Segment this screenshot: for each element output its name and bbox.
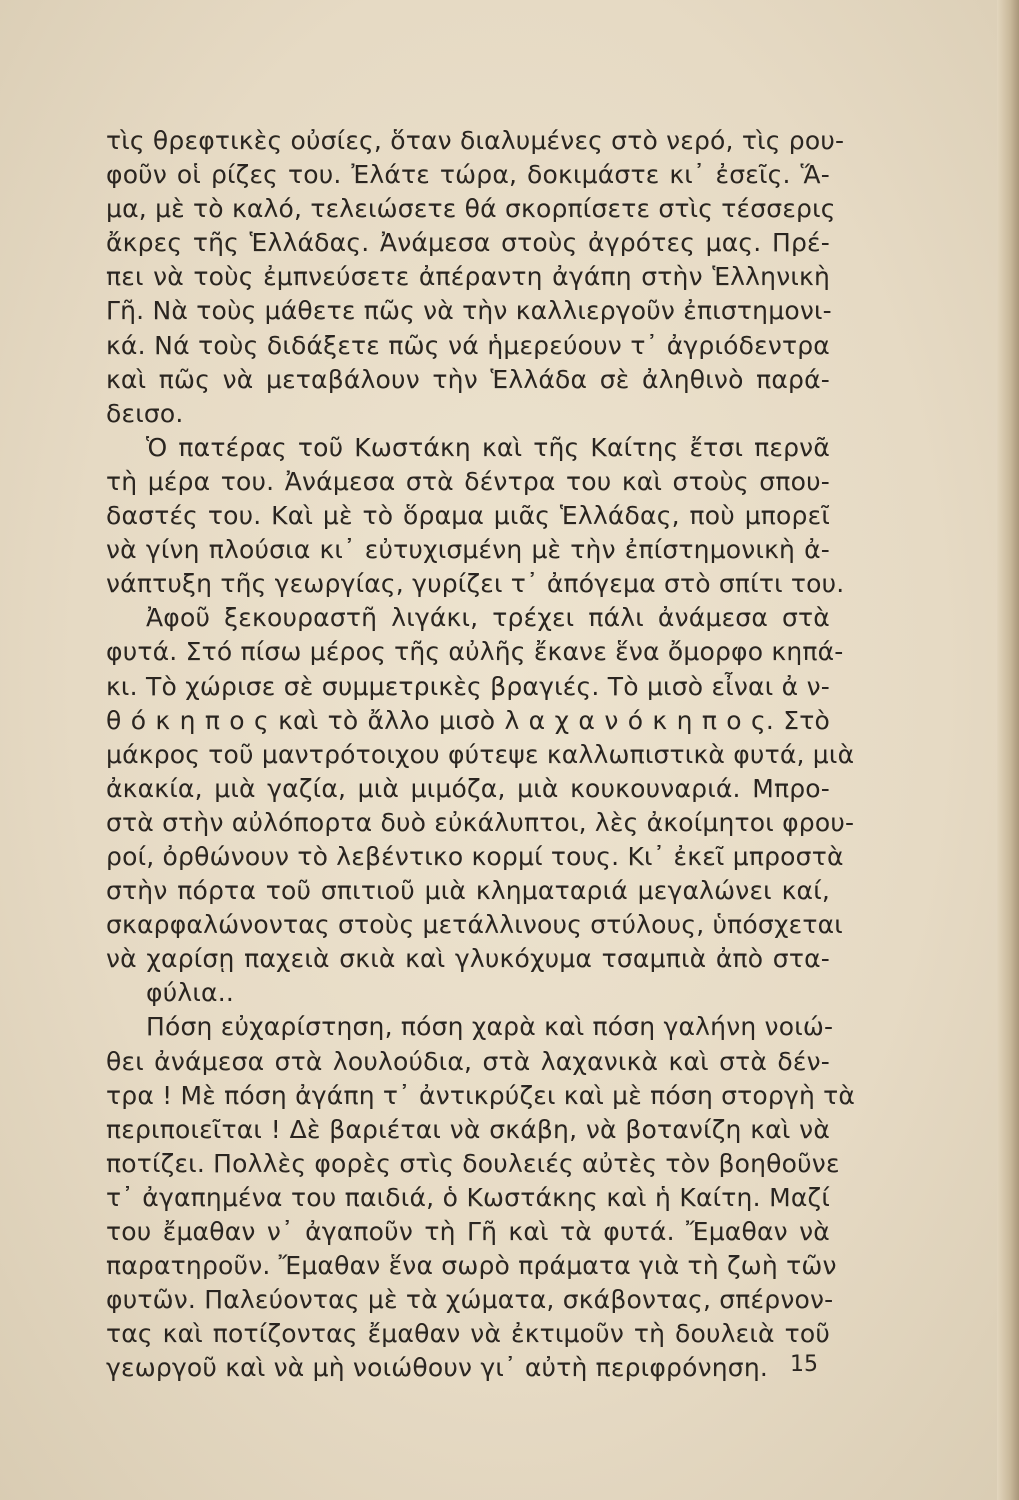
text-line: τὴ μέρα του. Ἀνάμεσα στὰ δέντρα του καὶ στοὺς σπου- (106, 466, 830, 496)
text-line: δεισο. (106, 398, 184, 428)
text-line: παρατηροῦν. Ἔμαθαν ἕνα σωρὸ πράματα γιὰ τὴ ζωὴ τῶν (106, 1251, 837, 1281)
text-line: ποτίζει. Πολλὲς φορὲς στὶς δουλειές αὐτὲς τὸν βοηθοῦνε (106, 1148, 840, 1178)
text-line: φοῦν οἱ ρίζες του. Ἐλάτε τώρα, δοκιμάστε κι᾿ ἐσεῖς. Ἅ- (106, 160, 830, 190)
text-line: φύλια.. (146, 978, 234, 1008)
text-line: κά. Νά τοὺς διδάξετε πῶς νά ἡμερεύουν τ᾿ ἀγριόδεντρα (106, 330, 830, 360)
text-line: τρα ! Μὲ πόση ἀγάπη τ᾿ ἀντικρύζει καὶ μὲ πόση στοργὴ τὰ (106, 1080, 856, 1110)
text-line: ἀκακία, μιὰ γαζία, μιὰ μιμόζα, μιὰ κουκουναριά. Μπρο- (106, 773, 830, 803)
text-line: θει ἀνάμεσα στὰ λουλούδια, στὰ λαχανικὰ καὶ στὰ δέν- (106, 1046, 830, 1076)
body-text (106, 124, 856, 1385)
text-line: τας καὶ ποτίζοντας ἔμαθαν νὰ ἐκτιμοῦν τὴ δουλειὰ τοῦ (106, 1319, 830, 1349)
text-line: φυτά. Στό πίσω μέρος τῆς αὐλῆς ἔκανε ἕνα ὄμορφο κηπά- (106, 637, 844, 667)
text-line: φυτῶν. Παλεύοντας μὲ τὰ χώματα, σκάβοντας, σπέρνον- (106, 1285, 834, 1315)
text-line: δαστές του. Καὶ μὲ τὸ ὅραμα μιᾶς Ἑλλάδας, ποὺ μπορεῖ (106, 501, 830, 531)
text-line: μάκρος τοῦ μαντρότοιχου φύτεψε καλλωπιστικὰ φυτά, μιὰ (106, 739, 855, 769)
text-line: πει νὰ τοὺς ἐμπνεύσετε ἀπέραντη ἀγάπη στὴν Ἑλληνικὴ (106, 262, 830, 292)
text-line: νὰ γίνη πλούσια κι᾿ εὐτυχισμένη μὲ τὴν ἐπίστημονικὴ ἀ- (106, 535, 830, 565)
text-line: νὰ χαρίσῃ παχειὰ σκιὰ καὶ γλυκόχυμα τσαμπιὰ ἀπὸ στα- (106, 944, 830, 974)
text-line: ροί, ὀρθώνουν τὸ λεβέντικο κορμί τους. Κι᾿ ἐκεῖ μπροστὰ (106, 841, 844, 871)
text-line: στὴν πόρτα τοῦ σπιτιοῦ μιὰ κληματαριά μεγαλώνει καί, (106, 876, 830, 906)
text-line: στὰ στὴν αὐλόπορτα δυὸ εὐκάλυπτοι, λὲς ἀκοίμητοι φρου- (106, 807, 855, 837)
text-line: του ἔμαθαν ν᾿ ἀγαποῦν τὴ Γῆ καὶ τὰ φυτά. Ἔμαθαν νὰ (106, 1217, 830, 1246)
text-line: ἄκρες τῆς Ἑλλάδας. Ἀνάμεσα στοὺς ἀγρότες μας. Πρέ- (106, 228, 830, 258)
text-line: γεωργοῦ καὶ νὰ μὴ νοιώθουν γι᾿ αὐτὴ περιφρόνηση. (106, 1353, 769, 1383)
text-line: κι. Τὸ χώρισε σὲ συμμετρικὲς βραγιές. Τὸ μισὸ εἶναι ἀ ν- (106, 671, 830, 701)
text-line: τ᾿ ἀγαπημένα του παιδιά, ὁ Κωστάκης καὶ ἡ Καίτη. Μαζί (106, 1182, 830, 1212)
text-line: μα, μὲ τὸ καλό, τελειώσετε θά σκορπίσετε στὶς τέσσερις (106, 194, 836, 224)
paragraph-start-line: Ὁ πατέρας τοῦ Κωστάκη καὶ τῆς Καίτης ἔτσι περνᾶ (146, 432, 830, 462)
paragraph-start-line: Πόση εὐχαρίστηση, πόση χαρὰ καὶ πόση γαλήνη νοιώ- (146, 1012, 834, 1042)
text-line: περιποιεῖται ! Δὲ βαριέται νὰ σκάβη, νὰ βοτανίζη καὶ νὰ (106, 1114, 830, 1144)
paragraph-start-line: Ἀφοῦ ξεκουραστῆ λιγάκι, τρέχει πάλι ἀνάμεσα στὰ (146, 603, 830, 633)
text-line: καὶ πῶς νὰ μεταβάλουν τὴν Ἑλλάδα σὲ ἀληθινὸ παρά- (106, 364, 830, 394)
text-line: νάπτυξη τῆς γεωργίας, γυρίζει τ᾿ ἀπόγεμα στὸ σπίτι του. (106, 569, 845, 599)
text-line: τὶς θρεφτικὲς οὐσίες, ὅταν διαλυμένες στὸ νερό, τὶς ρου- (106, 126, 845, 155)
page-number: 15 (790, 1352, 818, 1377)
text-line: θ ό κ η π ο ς καὶ τὸ ἄλλο μισὸ λ α χ α ν ό κ η π ο ς. Στὸ (106, 705, 830, 735)
page-edge-shadow (997, 0, 1019, 1500)
text-line: Γῆ. Νὰ τοὺς μάθετε πῶς νὰ τὴν καλλιεργοῦν ἐπιστημονι- (106, 296, 832, 326)
text-line: σκαρφαλώνοντας στοὺς μετάλλινους στύλους, ὑπόσχεται (106, 910, 843, 940)
